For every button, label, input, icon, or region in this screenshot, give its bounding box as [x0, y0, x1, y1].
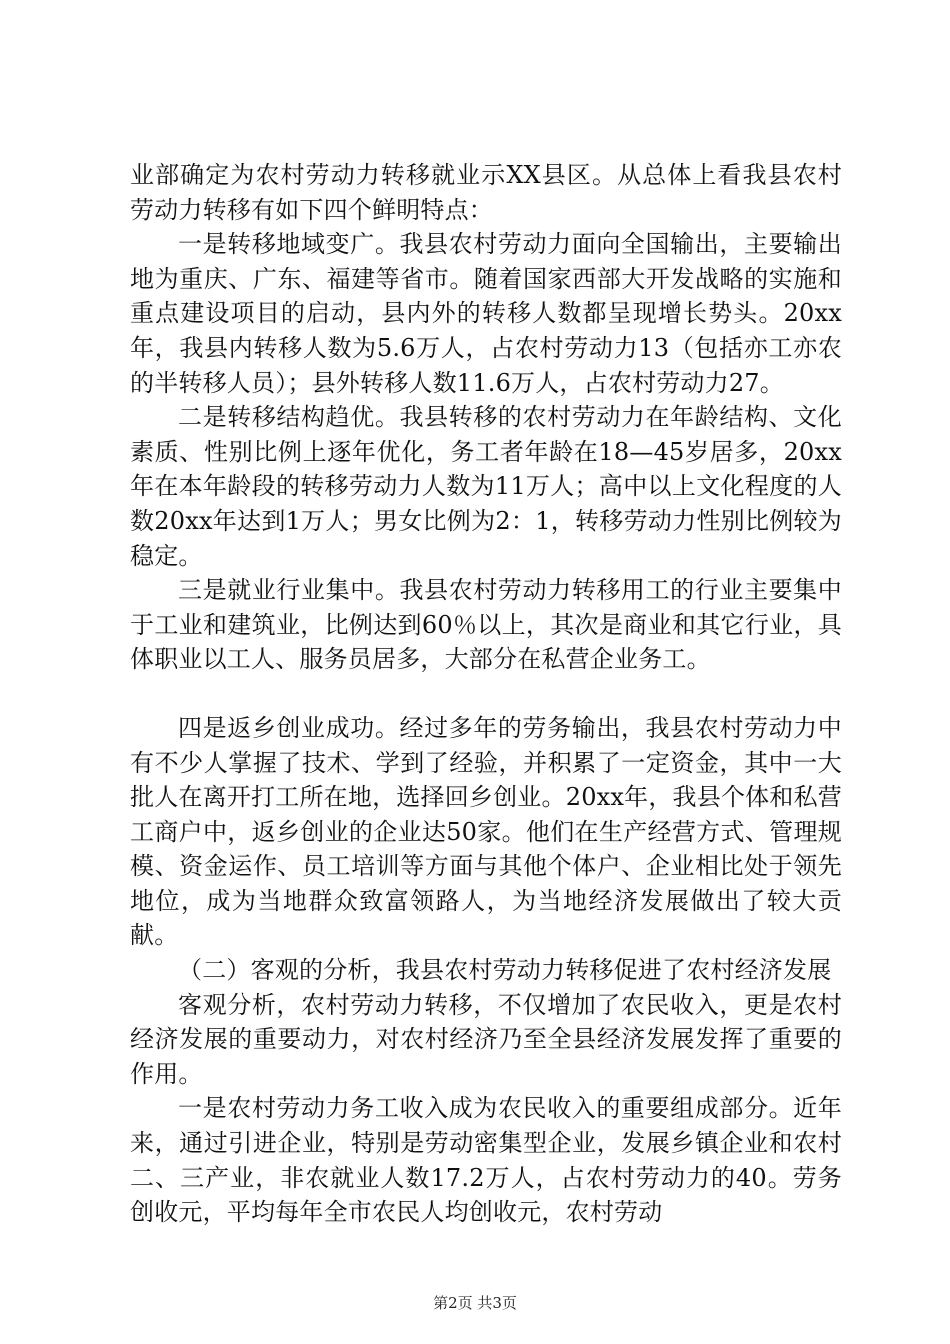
paragraph-point-one: 一是转移地域变广。我县农村劳动力面向全国输出，主要输出地为重庆、广东、福建等省市。随着国家西部大开发战略的实施和重点建设项目的启动，县内外的转移人数都呈现增长势头。20xx年，我县内转移人数为5.6万人，占农村劳动力13（包括亦工亦农的半转移人员）；县外转移人数11.6万人，占农村劳动力27。 — [130, 230, 842, 397]
paragraph-point-three: 三是就业行业集中。我县农村劳动力转移用工的行业主要集中于工业和建筑业，比例达到60％以上，其次是商业和其它行业，具体职业以工人、服务员居多，大部分在私营企业务工。 — [130, 576, 842, 674]
paragraph-analysis: 客观分析，农村劳动力转移，不仅增加了农民收入，更是农村经济发展的重要动力，对农村经济乃至全县经济发展发挥了重要的作用。 — [130, 990, 842, 1088]
paragraph-income: 一是农村劳动力务工收入成为农民收入的重要组成部分。近年来，通过引进企业，特别是劳动密集型企业，发展乡镇企业和农村二、三产业，非农就业人数17.2万人，占农村劳动力的40。劳务创收元，平均每年全市农民人均创收元，农村劳动 — [130, 1094, 842, 1227]
paragraph-continuation: 业部确定为农村劳动力转移就业示XX县区。从总体上看我县农村劳动力转移有如下四个鲜明特点： — [130, 161, 842, 224]
page-footer: 第2页 共3页 — [433, 1294, 517, 1312]
document-body — [130, 158, 842, 1230]
paragraph-point-four: 四是返乡创业成功。经过多年的劳务输出，我县农村劳动力中有不少人掌握了技术、学到了经验，并积累了一定资金，其中一大批人在离开打工所在地，选择回乡创业。20xx年，我县个体和私营工商户中，返乡创业的企业达50家。他们在生产经营方式、管理规模、资金运作、员工培训等方面与其他个体户、企业相比处于领先地位，成为当地群众致富领路人，为当地经济发展做出了较大贡献。 — [130, 713, 842, 950]
section-heading-two: （二）客观的分析，我县农村劳动力转移促进了农村经济发展 — [178, 956, 832, 985]
paragraph-point-two: 二是转移结构趋优。我县转移的农村劳动力在年龄结构、文化素质、性别比例上逐年优化，务工者年龄在18—45岁居多，20xx年在本年龄段的转移劳动力人数为11万人；高中以上文化程度的人数20xx年达到1万人；男女比例为2：1，转移劳动力性别比例较为稳定。 — [130, 403, 842, 570]
